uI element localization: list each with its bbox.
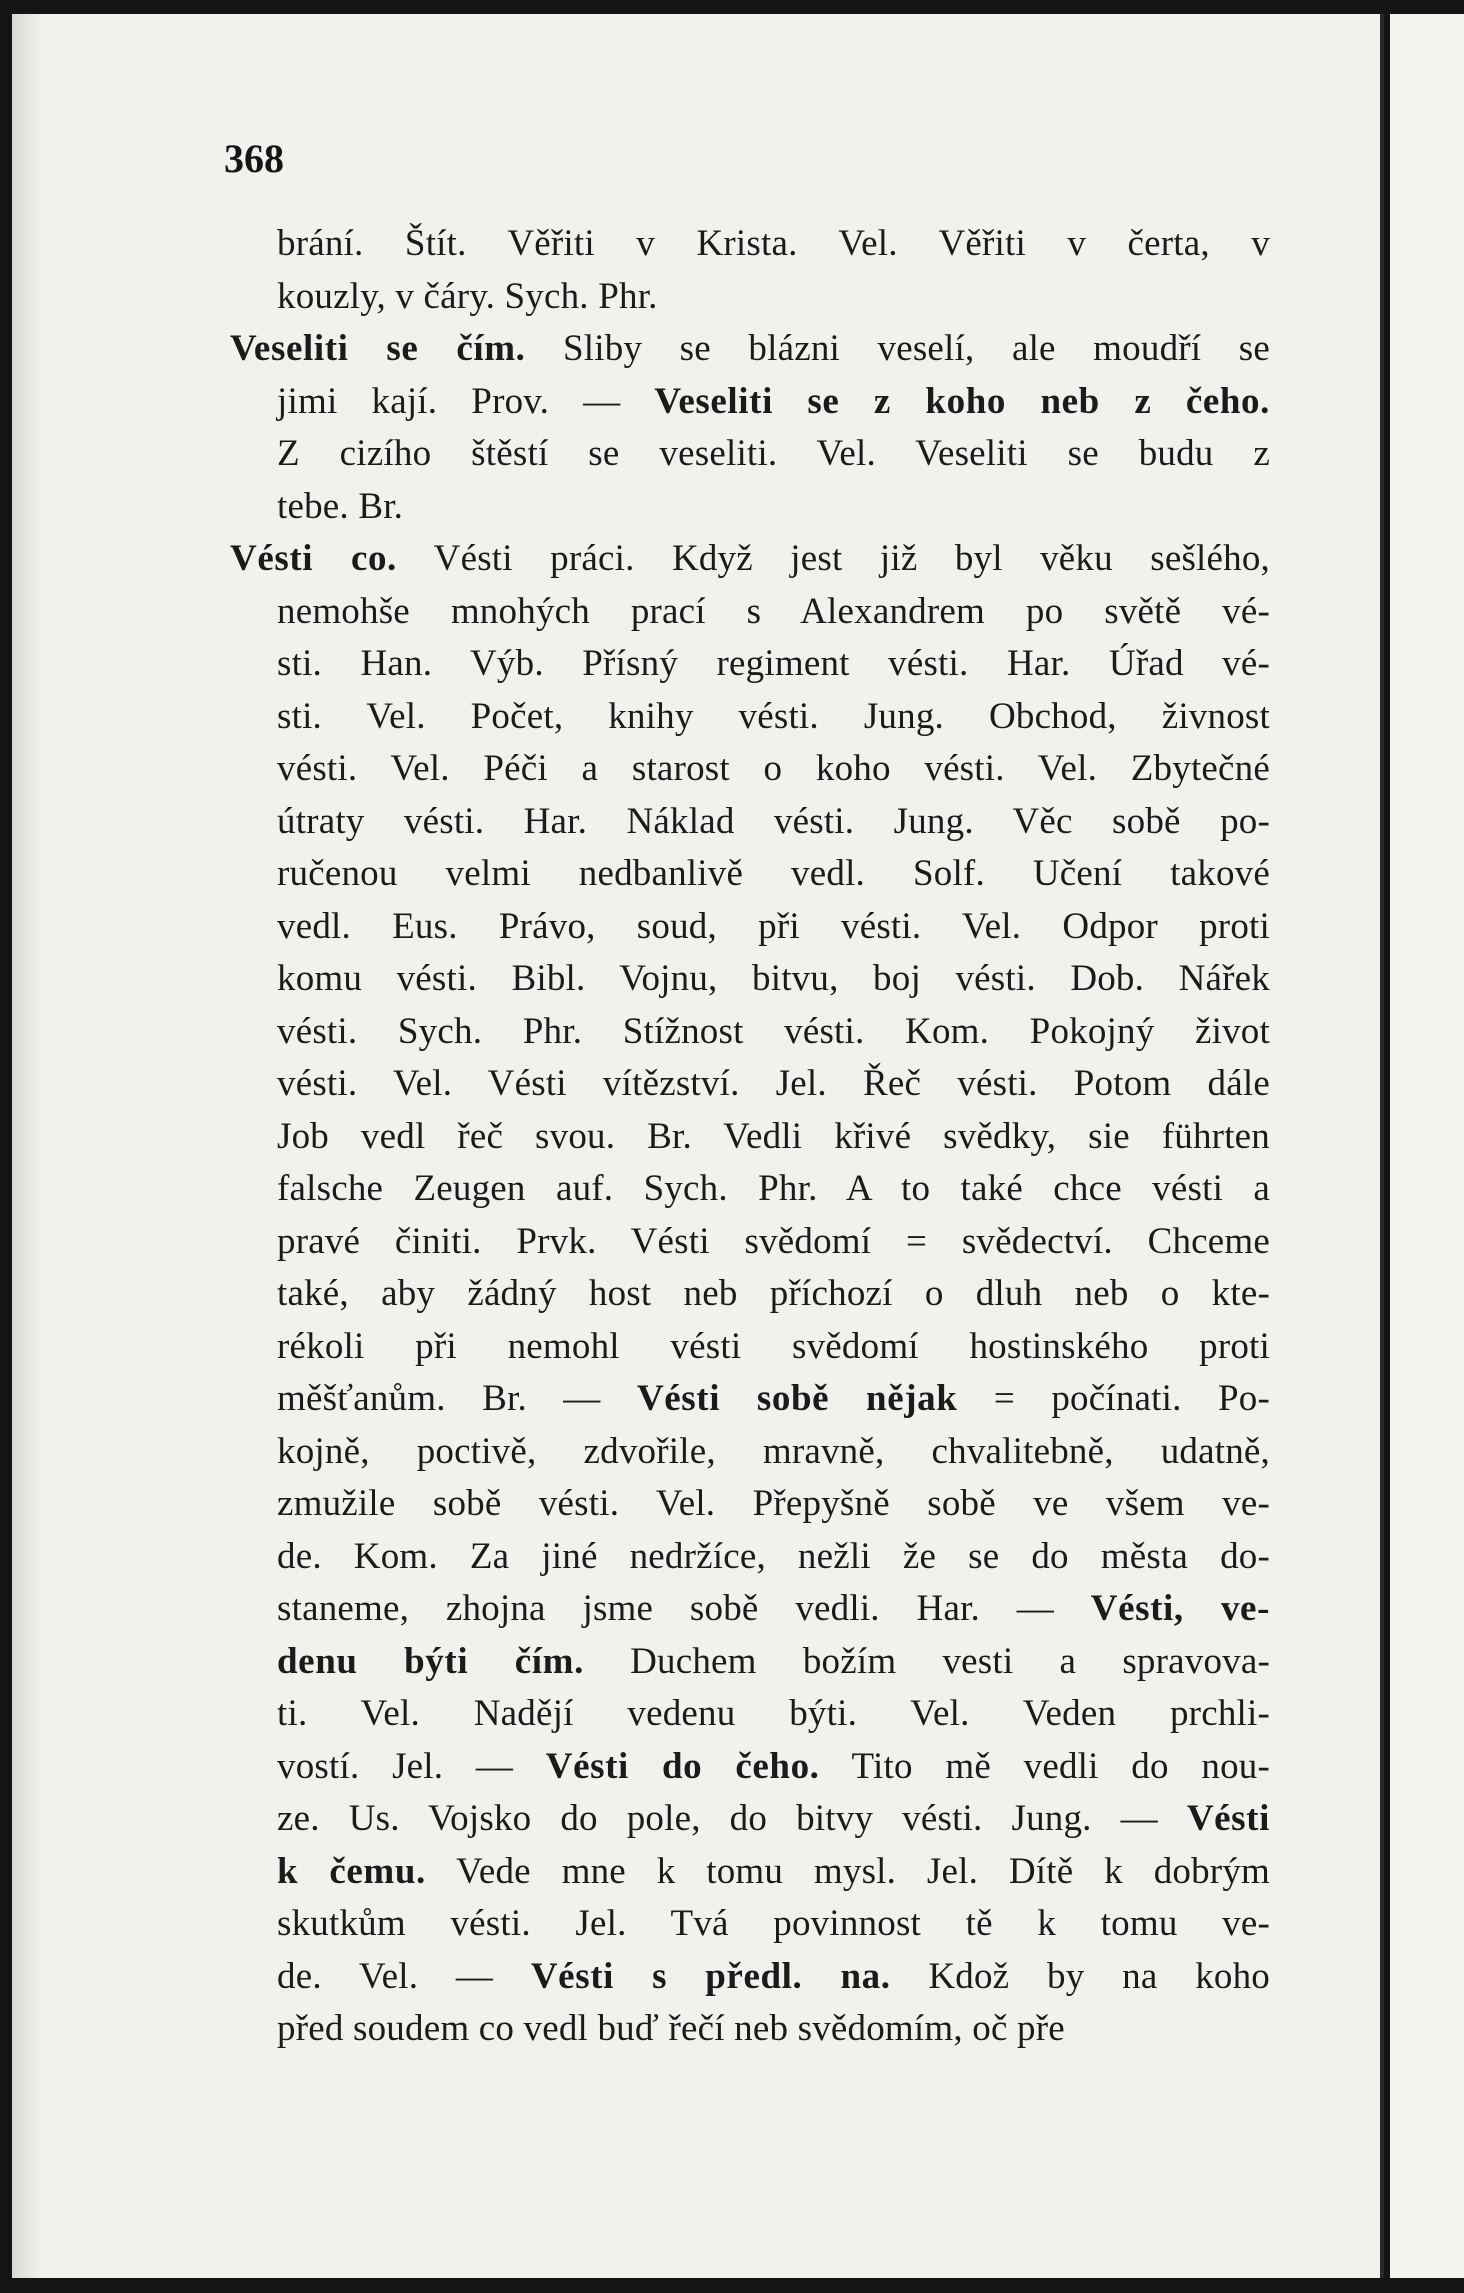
text-run: de. Vel. — [277,1955,531,1997]
text-line [230,796,1270,849]
text-run: ze. Us. Vojsko do pole, do bitvy vésti. Jung. — [277,1798,1187,1839]
text-run: Vésti práci. Když jest již byl věku sešlého, [396,538,1270,579]
text-run: také, aby žádný host neb příchozí o dluh neb o kte- [277,1273,1270,1314]
headword: Veseliti se čím. [230,328,526,369]
text-line [230,743,1270,796]
text-run: Kdož by na koho [890,1955,1271,1997]
text-run: kojně, poctivě, zdvořile, mravně, chvalitebně, udatně, [277,1430,1270,1472]
text-run: před soudem co vedl buď řečí neb svědomím, oč pře [277,2008,1065,2049]
headword: k čemu. [277,1850,426,1892]
text-line [230,1268,1270,1321]
text-run: Duchem božím vesti a spravova- [583,1640,1271,1682]
text-line [230,1846,1270,1899]
text-run: komu vésti. Bibl. Vojnu, bitvu, boj vésti. Dob. Nářek [277,958,1270,999]
text-run: sti. Vel. Počet, knihy vésti. Jung. Obchod, živnost [277,695,1270,737]
text-line [230,1321,1270,1374]
entry-headword-line [230,533,1270,586]
text-line [230,1163,1270,1216]
text-run: měšťanům. Br. — [277,1378,637,1419]
text-run: nemohše mnohých prací s Alexandrem po světě vé- [277,590,1270,632]
text-run: vésti. Vel. Vésti vítězství. Jel. Řeč vésti. Potom dále [277,1063,1270,1104]
text-line [230,218,1270,271]
headword: Vésti sobě nějak [636,1378,958,1419]
text-run: de. Kom. Za jiné nedržíce, nežli že se do města do- [277,1535,1270,1577]
text-line [230,1426,1270,1479]
page-number: 368 [224,136,284,181]
text-line [230,586,1270,639]
text-run: falsche Zeugen auf. Sych. Phr. A to také chce vésti a [277,1168,1270,1209]
text-run: skutkům vésti. Jel. Tvá povinnost tě k tomu ve- [277,1903,1270,1944]
text-run: Sliby se blázni veselí, ale moudří se [525,328,1270,369]
text-run: brání. Štít. Věřiti v Krista. Vel. Věřiti v čerta, v [277,223,1270,264]
text-run: vedl. Eus. Právo, soud, při vésti. Vel. Odpor proti [277,905,1270,947]
text-line [230,953,1270,1006]
text-line [230,1216,1270,1269]
text-run: zmužile sobě vésti. Vel. Přepyšně sobě ve všem ve- [277,1483,1270,1524]
text-run: ručenou velmi nedbanlivě vedl. Solf. Učení takové [277,853,1270,894]
entry-headword-line [230,323,1270,376]
text-line [230,428,1270,481]
text-line [230,1688,1270,1741]
adjacent-page-edge [1390,14,1464,2278]
dictionary-text-block [230,218,1270,2056]
text-run: staneme, zhojna jsme sobě vedli. Har. — [277,1588,1091,1629]
text-line [230,1741,1270,1794]
headword: Vésti [1186,1798,1270,1839]
text-line [230,1951,1270,2004]
text-run: Tito mě vedli do nou- [819,1745,1270,1787]
text-line [230,271,1270,324]
text-line [230,376,1270,429]
text-line [230,1373,1270,1426]
text-run: pravé činiti. Prvk. Vésti svědomí = svědectví. Chceme [277,1220,1270,1262]
text-run: vostí. Jel. — [277,1745,546,1787]
text-run: tebe. Br. [277,485,404,527]
headword: denu býti čím. [277,1640,584,1682]
text-run: útraty vésti. Har. Náklad vésti. Jung. Věc sobě po- [277,800,1270,842]
text-line [230,1058,1270,1111]
text-run: jimi kají. Prov. — [277,380,655,422]
headword: Vésti do čeho. [545,1745,820,1787]
text-run: kouzly, v čáry. Sych. Phr. [277,275,658,317]
text-line [230,638,1270,691]
text-run: Z cizího štěstí se veseliti. Vel. Veseliti se budu z [277,433,1270,474]
text-line [230,901,1270,954]
text-run: Vede mne k tomu mysl. Jel. Dítě k dobrým [425,1850,1270,1892]
text-line [230,1793,1270,1846]
headword: Vésti, ve- [1090,1588,1270,1629]
text-line [230,1583,1270,1636]
text-run: = počínati. Po- [957,1378,1270,1419]
page-gutter-shadow [12,14,42,2278]
text-run: sti. Han. Výb. Přísný regiment vésti. Har. Úřad vé- [277,643,1270,684]
text-line [230,848,1270,901]
text-line [230,1111,1270,1164]
text-run: ti. Vel. Nadějí vedenu býti. Vel. Veden prchli- [277,1693,1270,1734]
text-line [230,1006,1270,1059]
headword: Veseliti se z koho neb z čeho. [654,380,1270,422]
text-run: vésti. Sych. Phr. Stížnost vésti. Kom. Pokojný život [277,1010,1270,1052]
text-run: Job vedl řeč svou. Br. Vedli křivé svědky, sie führten [277,1115,1270,1157]
text-line [230,1636,1270,1689]
text-line [230,481,1270,534]
text-line [230,1898,1270,1951]
text-run: rékoli při nemohl vésti svědomí hostinského proti [277,1325,1270,1367]
text-line [230,2003,1270,2056]
text-line [230,691,1270,744]
headword: Vésti co. [230,538,397,579]
headword: Vésti s předl. na. [530,1955,891,1997]
text-line [230,1531,1270,1584]
text-run: vésti. Vel. Péči a starost o koho vésti. Vel. Zbytečné [277,748,1270,789]
text-line [230,1478,1270,1531]
